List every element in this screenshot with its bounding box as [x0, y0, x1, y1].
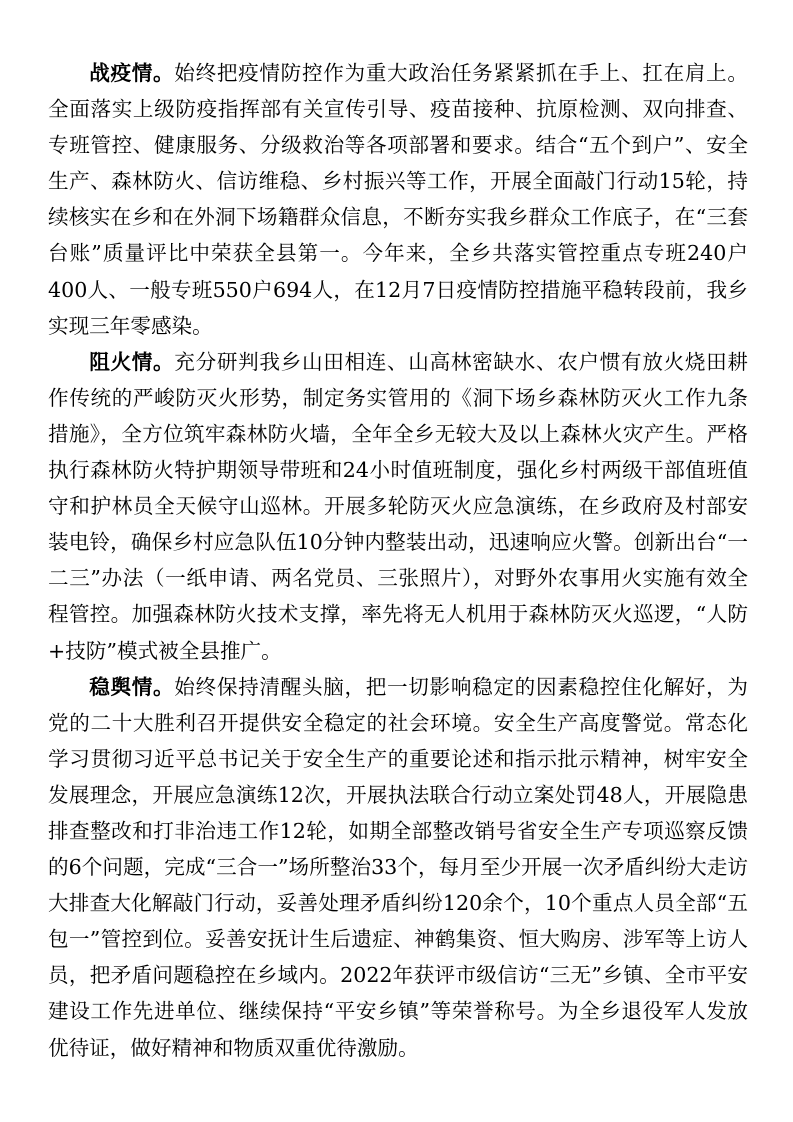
paragraph-heading: 战疫情。: [89, 61, 175, 85]
paragraph-body: 充分研判我乡山田相连、山高林密缺水、农户惯有放火烧田耕作传统的严峻防灭火形势，制定务实管用的《洞下场乡森林防灭火工作九条措施》，全方位筑牢森林防火墙，全年全乡无较大及以上森林火灾产生。严格执行森林防火特护期领导带班和24小时值班制度，强化乡村两级干部值班值守和护林员全天候守山巡林。开展多轮防灭火应急演练，在乡政府及村部安装电铃，确保乡村应急队伍10分钟内整装出动，迅速响应火警。创新出台“一二三”办法（一纸申请、两名党员、三张照片），对野外农事用火实施有效全程管控。加强森林防火技术支撑，率先将无人机用于森林防灭火巡逻，“人防+技防”模式被全县推广。: [48, 349, 749, 663]
paragraph-heading: 稳舆情。: [89, 674, 175, 699]
paragraph-epidemic: [48, 55, 748, 344]
paragraph-stability: [48, 669, 748, 1066]
paragraph-body: 始终把疫情防控作为重大政治任务紧紧抓在手上、扛在肩上。全面落实上级防疫指挥部有关宣传引导、疫苗接种、抗原检测、双向排查、专班管控、健康服务、分级救治等各项部署和要求。结合“五个到户”、安全生产、森林防火、信访维稳、乡村振兴等工作，开展全面敲门行动15轮，持续核实在乡和在外洞下场籍群众信息，不断夯实我乡群众工作底子，在“三套台账”质量评比中荣获全县第一。今年来，全乡共落实管控重点专班240户400人、一般专班550户694人，在12月7日疫情防控措施平稳转段前，我乡实现三年零感染。: [48, 61, 749, 338]
paragraph-fire: [48, 344, 748, 669]
document-page: [48, 55, 748, 1066]
paragraph-heading: 阻火情。: [89, 349, 175, 374]
paragraph-body: 始终保持清醒头脑，把一切影响稳定的因素稳控住化解好，为党的二十大胜利召开提供安全稳定的社会环境。安全生产高度警觉。常态化学习贯彻习近平总书记关于安全生产的重要论述和指示批示精神，树牢安全发展理念，开展应急演练12次，开展执法联合行动立案处罚48人，开展隐患排查整改和打非治违工作12轮，如期全部整改销号省安全生产专项巡察反馈的6个问题，完成“三合一”场所整治33个，每月至少开展一次矛盾纠纷大走访大排查大化解敲门行动，妥善处理矛盾纠纷120余个，10个重点人员全部“五包一”管控到位。妥善安抚计生后遗症、神鹤集资、恒大购房、涉军等上访人员，把矛盾问题稳控在乡域内。2022年获评市级信访“三无”乡镇、全市平安建设工作先进单位、继续保持“平安乡镇”等荣誉称号。为全乡退役军人发放优待证，做好精神和物质双重优待激励。: [48, 674, 749, 1060]
